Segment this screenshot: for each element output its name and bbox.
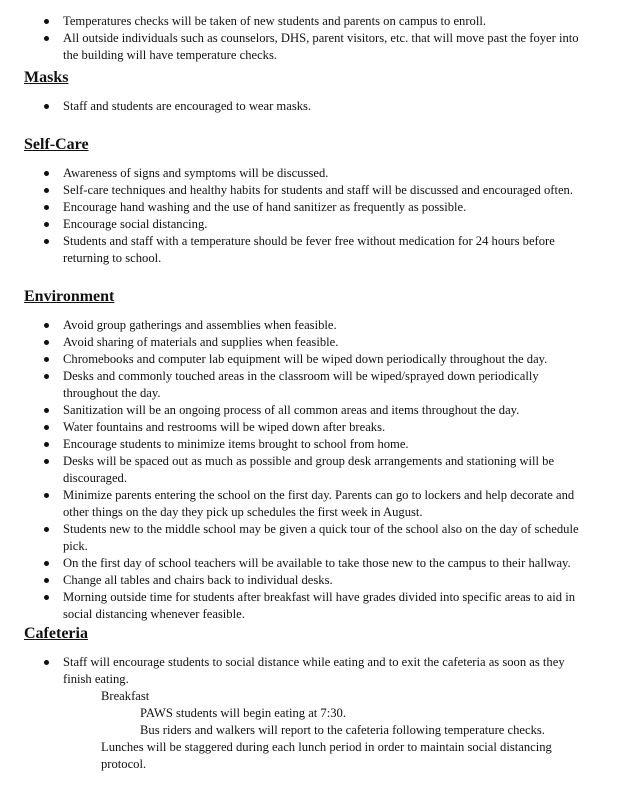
masks-section bbox=[0, 68, 634, 115]
item-text: Desks and commonly touched areas in the classroom will be wiped/sprayed down periodically throughout the day. bbox=[63, 369, 539, 400]
list-item bbox=[0, 521, 593, 555]
cafeteria-section bbox=[0, 624, 634, 773]
item-text: Encourage hand washing and the use of hand sanitizer as frequently as possible. bbox=[63, 200, 467, 214]
list-item bbox=[0, 402, 593, 419]
section-heading: Cafeteria bbox=[24, 625, 88, 642]
bullet-icon bbox=[44, 442, 49, 447]
bullet-icon bbox=[44, 459, 49, 464]
self-care-section bbox=[0, 135, 634, 267]
section-heading: Environment bbox=[24, 288, 115, 305]
item-text: All outside individuals such as counselors, DHS, parent visitors, etc. that will move past the foyer into the building will have temperature checks. bbox=[63, 31, 579, 62]
list-item bbox=[0, 182, 593, 199]
bullet-icon bbox=[44, 205, 49, 210]
list-item bbox=[0, 233, 593, 267]
breakfast-item: PAWS students will begin eating at 7:30. bbox=[140, 706, 346, 720]
list-item bbox=[0, 317, 593, 334]
lunches-text: Lunches will be staggered during each lunch period in order to maintain social distancing protocol. bbox=[101, 740, 552, 771]
bullet-icon bbox=[44, 595, 49, 600]
list-item bbox=[0, 30, 593, 64]
bullet-icon bbox=[44, 425, 49, 430]
section-heading: Masks bbox=[24, 69, 69, 86]
bullet-icon bbox=[44, 374, 49, 379]
item-text: Avoid group gatherings and assemblies when feasible. bbox=[63, 318, 337, 332]
item-text: Students and staff with a temperature should be fever free without medication for 24 hours before returning to school. bbox=[63, 234, 555, 265]
list-item bbox=[0, 436, 593, 453]
breakfast-label: Breakfast bbox=[101, 689, 150, 703]
bullet-icon bbox=[44, 660, 49, 665]
list-item bbox=[0, 453, 593, 487]
intro-section bbox=[0, 13, 634, 64]
item-text: Temperatures checks will be taken of new students and parents on campus to enroll. bbox=[63, 14, 486, 28]
bullet-icon bbox=[44, 561, 49, 566]
item-text: Awareness of signs and symptoms will be discussed. bbox=[63, 166, 329, 180]
bullet-icon bbox=[44, 188, 49, 193]
bullet-icon bbox=[44, 323, 49, 328]
item-text: Minimize parents entering the school on the first day. Parents can go to lockers and help decorate and other things on the day they pick up schedules the first week in August. bbox=[63, 488, 575, 519]
bullet-icon bbox=[44, 408, 49, 413]
item-text: Staff will encourage students to social distance while eating and to exit the cafeteria as soon as they finish eating. bbox=[63, 655, 565, 686]
list-item bbox=[0, 98, 593, 115]
item-text: On the first day of school teachers will be available to take those new to the campus to their hallway. bbox=[63, 556, 571, 570]
masks-list bbox=[0, 98, 634, 115]
bullet-icon bbox=[44, 493, 49, 498]
item-text: Staff and students are encouraged to wear masks. bbox=[63, 99, 312, 113]
list-item bbox=[0, 199, 593, 216]
list-item bbox=[0, 334, 593, 351]
list-item bbox=[0, 487, 593, 521]
list-item bbox=[0, 589, 593, 623]
item-text: Desks will be spaced out as much as possible and group desk arrangements and stationing will be discouraged. bbox=[63, 454, 555, 485]
item-text: Change all tables and chairs back to individual desks. bbox=[63, 573, 333, 587]
item-text: Avoid sharing of materials and supplies when feasible. bbox=[63, 335, 339, 349]
bullet-icon bbox=[44, 19, 49, 24]
intro-list bbox=[0, 13, 634, 64]
list-item bbox=[0, 555, 593, 572]
item-text: Self-care techniques and healthy habits for students and staff will be discussed and encouraged often. bbox=[63, 183, 574, 197]
bullet-icon bbox=[44, 222, 49, 227]
bullet-icon bbox=[44, 357, 49, 362]
bullet-icon bbox=[44, 36, 49, 41]
item-text: Chromebooks and computer lab equipment will be wiped down periodically throughout the day. bbox=[63, 352, 548, 366]
environment-section bbox=[0, 287, 634, 623]
list-item bbox=[0, 165, 593, 182]
list-item bbox=[0, 572, 593, 589]
item-text: Encourage social distancing. bbox=[63, 217, 208, 231]
bullet-icon bbox=[44, 340, 49, 345]
bullet-icon bbox=[44, 578, 49, 583]
list-item bbox=[0, 13, 593, 30]
list-item bbox=[0, 368, 593, 402]
item-text: Encourage students to minimize items brought to school from home. bbox=[63, 437, 409, 451]
breakfast-item: Bus riders and walkers will report to the cafeteria following temperature checks. bbox=[140, 723, 545, 737]
list-item bbox=[0, 654, 593, 688]
bullet-icon bbox=[44, 171, 49, 176]
bullet-icon bbox=[44, 239, 49, 244]
item-text: Sanitization will be an ongoing process of all common areas and items throughout the day. bbox=[63, 403, 520, 417]
item-text: Water fountains and restrooms will be wiped down after breaks. bbox=[63, 420, 386, 434]
item-text: Morning outside time for students after breakfast will have grades divided into specific areas to aid in social distancing whenever feasible. bbox=[63, 590, 575, 621]
bullet-icon bbox=[44, 104, 49, 109]
section-heading: Self-Care bbox=[24, 136, 89, 153]
environment-list bbox=[0, 317, 634, 623]
cafeteria-list bbox=[0, 654, 634, 688]
item-text: Students new to the middle school may be given a quick tour of the school also on the day of schedule pick. bbox=[63, 522, 579, 553]
bullet-icon bbox=[44, 527, 49, 532]
list-item bbox=[0, 419, 593, 436]
list-item bbox=[0, 351, 593, 368]
self-care-list bbox=[0, 165, 634, 267]
list-item bbox=[0, 216, 593, 233]
